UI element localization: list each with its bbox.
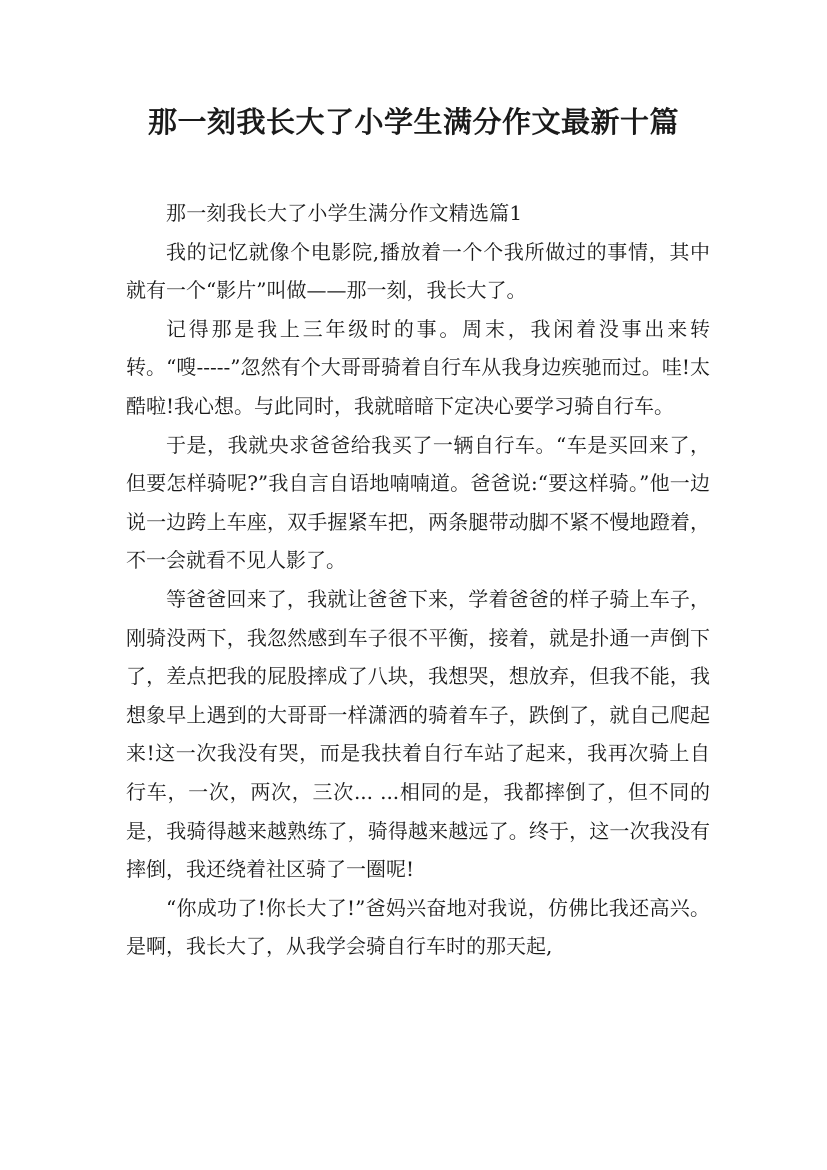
- paragraph: 记得那是我上三年级时的事。周末，我闲着没事出来转转。“嗖-----”忽然有个大哥哥骑着自行车从我身边疾驰而过。哇!太酷啦!我心想。与此同时，我就暗暗下定决心要学习骑自行车。: [126, 316, 710, 418]
- document-body: [126, 194, 710, 966]
- paragraph: 等爸爸回来了，我就让爸爸下来，学着爸爸的样子骑上车子，刚骑没两下，我忽然感到车子很不平衡，接着，就是扑通一声倒下了，差点把我的屁股摔成了八块，我想哭，想放弃，但我不能，我想象早上遇到的大哥哥一样潇洒的骑着车子，跌倒了，就自己爬起来!这一次我没有哭，而是我扶着自行车站了起来，我再次骑上自行车，一次，两次，三次... ...相同的是，我都摔倒了，但不同的是，我骑得越来越熟练了，骑得越来越远了。终于，这一次我没有摔倒，我还绕着社区骑了一圈呢!: [126, 586, 710, 882]
- document-title: 那一刻我长大了小学生满分作文最新十篇: [147, 105, 679, 139]
- paragraph: 我的记忆就像个电影院,播放着一个个我所做过的事情，其中就有一个“影片”叫做——那一刻，我长大了。: [126, 239, 710, 303]
- paragraph: “你成功了!你长大了!”爸妈兴奋地对我说，仿佛比我还高兴。是啊，我长大了，从我学会骑自行车时的那天起,: [126, 895, 710, 959]
- section-heading: 那一刻我长大了小学生满分作文精选篇1: [166, 201, 523, 225]
- paragraph: 于是，我就央求爸爸给我买了一辆自行车。“车是买回来了，但要怎样骑呢?”我自言自语地喃喃道。爸爸说:“要这样骑。”他一边说一边跨上车座，双手握紧车把，两条腿带动脚不紧不慢地蹬着，不一会就看不见人影了。: [126, 432, 710, 573]
